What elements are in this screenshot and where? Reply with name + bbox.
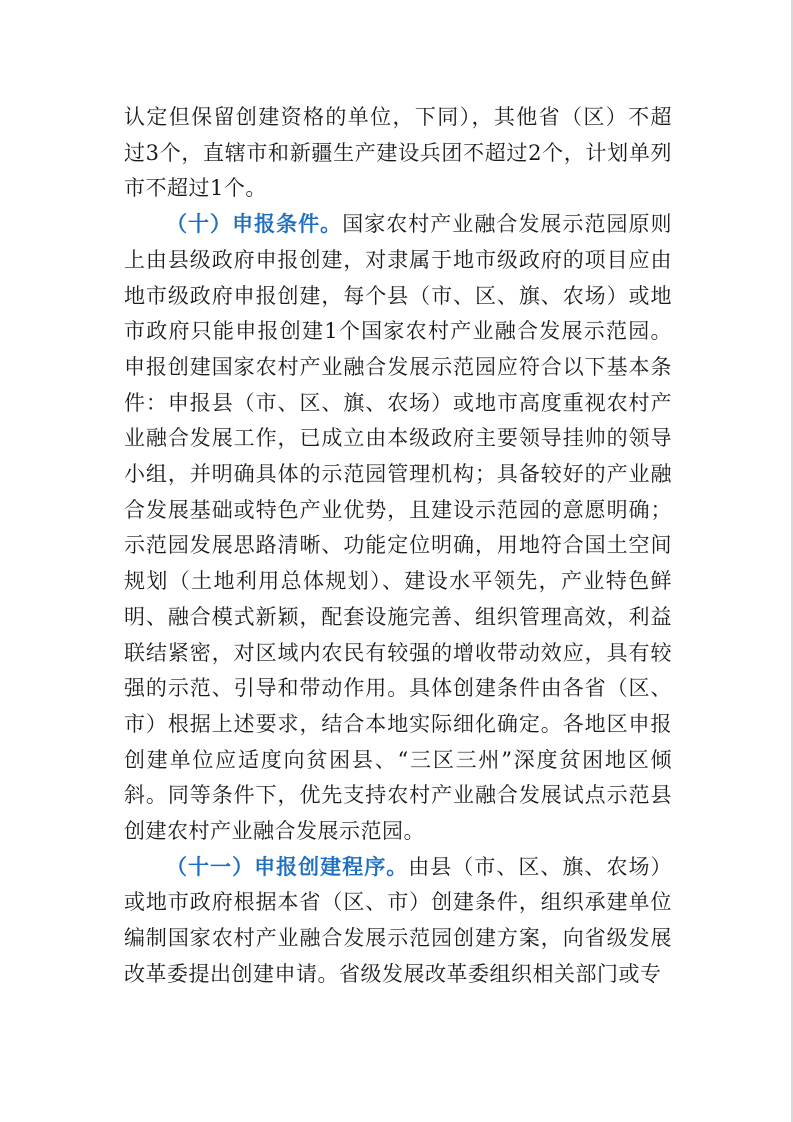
section-10-body: 国家农村产业融合发展示范园原则上由县级政府申报创建，对隶属于地市级政府的项目应由地市级政府申报创建，每个县（市、区、旗、农场）或地市政府只能申报创建1个国家农村产业融合发展示范园。申报创建国家农村产业融合发展示范园应符合以下基本条件：申报县（市、区、旗、农场）或地市高度重视农村产业融合发展工作，已成立由本级政府主要领导挂帅的领导小组，并明确具体的示范园管理机构；具备较好的产业融合发展基础或特色产业优势，且建设示范园的意愿明确；示范园发展思路清晰、功能定位明确，用地符合国土空间规划（土地利用总体规划）、建设水平领先，产业特色鲜明、融合模式新颖，配套设施完善、组织管理高效，利益联结紧密，对区域内农民有较强的增收带动效应，具有较强的示范、引导和带动作用。具体创建条件由各省（区、市）根据上述要求，结合本地实际细化确定。各地区申报创建单位应适度向贫困县、“三区三州”深度贫困地区倾斜。同等条件下，优先支持农村产业融合发展试点示范县创建农村产业融合发展示范园。 xyxy=(124,212,673,844)
section-10-heading: （十）申报条件。 xyxy=(166,212,343,237)
section-11-body: 由县（市、区、旗、农场）或地市政府根据本省（区、市）创建条件，组织承建单位编制国家农村产业融合发展示范园创建方案，向省级发展改革委提出创建申请。省级发展改革委组织相关部门或专 xyxy=(124,854,672,986)
document-body xyxy=(124,100,672,993)
section-11-paragraph xyxy=(124,850,672,993)
section-11-heading: （十一）申报创建程序。 xyxy=(166,854,409,879)
paragraph-continuation: 认定但保留创建资格的单位，下同），其他省（区）不超过3个，直辖市和新疆生产建设兵团不超过2个，计划单列市不超过1个。 xyxy=(124,105,672,201)
section-10-paragraph xyxy=(124,207,672,850)
